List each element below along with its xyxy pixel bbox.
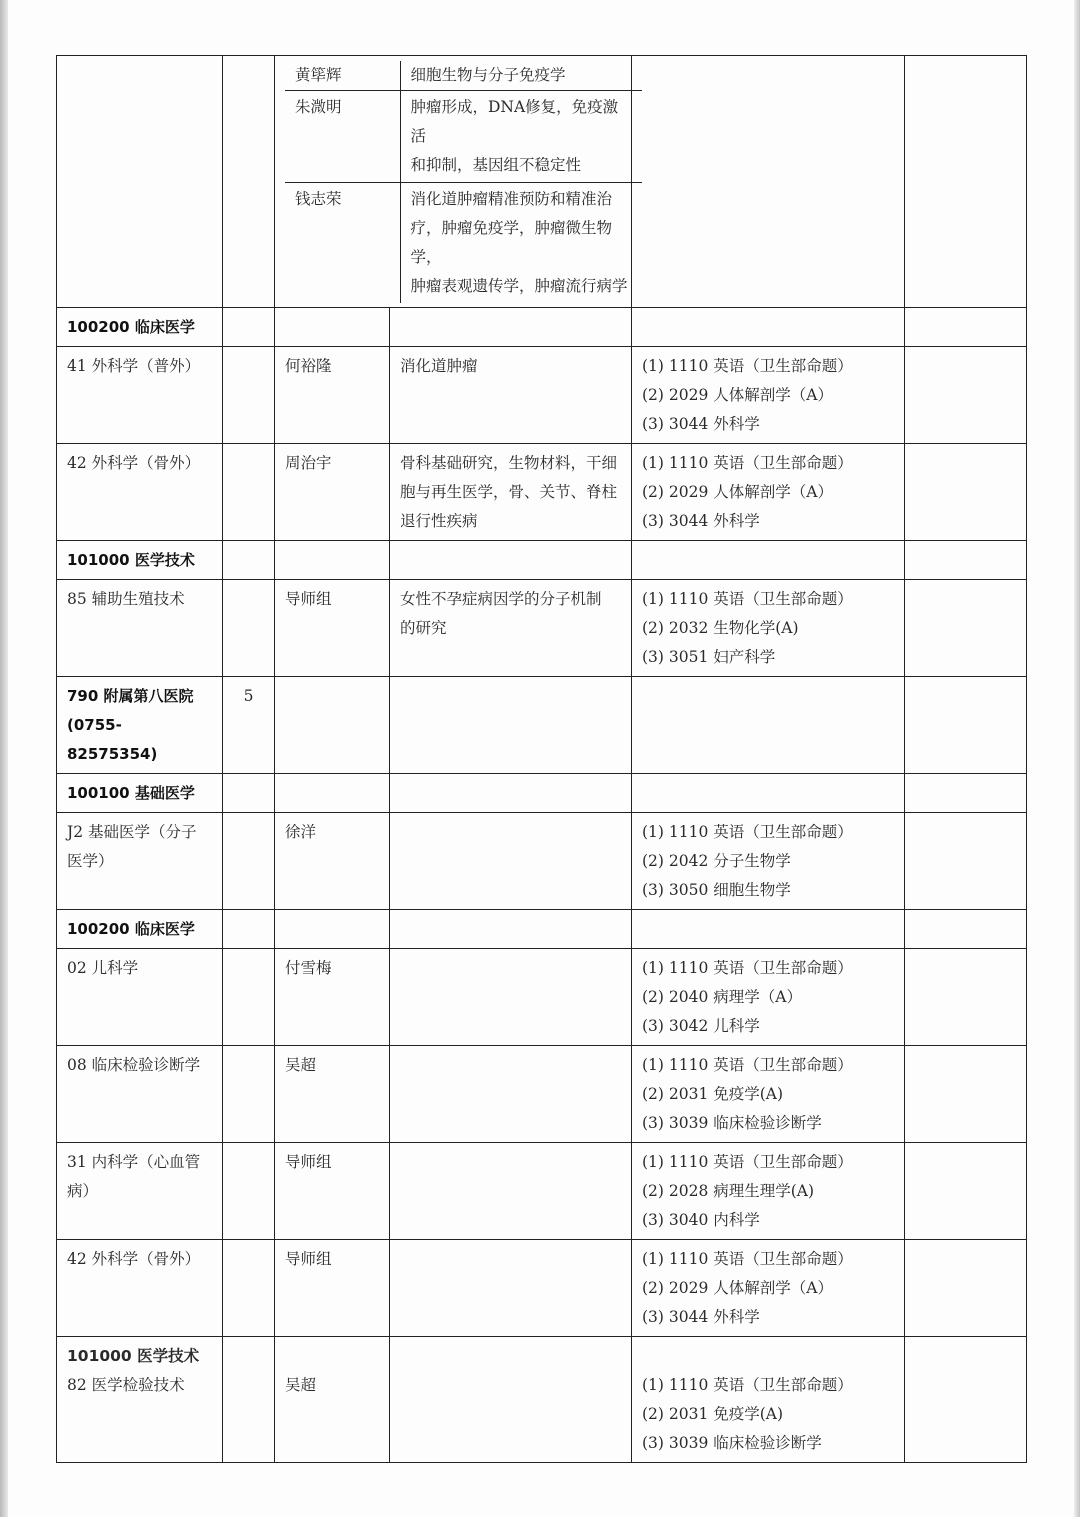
table-row xyxy=(57,444,1027,541)
research-direction: 肿瘤形成，DNA修复，免疫激活 和抑制，基因组不稳定性 xyxy=(400,91,642,183)
exam-subjects: (1) 1110 英语（卫生部命题） (2) 2032 生物化学(A) (3) 3051 妇产科学 xyxy=(632,580,905,677)
advisor-name: 黄筚辉 xyxy=(285,61,400,91)
advisor-name: 朱溦明 xyxy=(285,91,400,183)
exam-subjects: (1) 1110 英语（卫生部命题） (2) 2029 人体解剖学（A） (3) 3044 外科学 xyxy=(632,444,905,541)
research-direction: 消化道肿瘤精准预防和精准治 疗，肿瘤免疫学，肿瘤微生物学， 肿瘤表观遗传学，肿瘤流行病学 xyxy=(410,190,628,295)
hospital-row xyxy=(57,677,1027,774)
enrollment-quota: 5 xyxy=(223,677,275,774)
section-header-row xyxy=(57,308,1027,347)
section-header: 101000 医学技术 xyxy=(57,541,223,580)
table-row xyxy=(57,1046,1027,1143)
exam-subjects: (1) 1110 英语（卫生部命题） (2) 2040 病理学（A） (3) 3042 儿科学 xyxy=(632,949,905,1046)
table-row xyxy=(57,1240,1027,1337)
table-row xyxy=(57,813,1027,910)
advisor-name: 付雪梅 xyxy=(275,949,390,1046)
section-header: 100200 临床医学 xyxy=(57,308,223,347)
hospital-name: 790 附属第八医院 (0755-82575354) xyxy=(57,677,223,774)
research-direction: 消化道肿瘤 xyxy=(390,347,632,444)
page-right-edge xyxy=(1074,0,1080,1517)
research-direction: 女性不孕症病因学的分子机制 的研究 xyxy=(390,580,632,677)
major: 41 外科学（普外） xyxy=(57,347,223,444)
advisor-direction-group xyxy=(275,56,632,308)
section-header: 100100 基础医学 xyxy=(57,774,223,813)
major: J2 基础医学（分子 医学） xyxy=(57,813,223,910)
major: 08 临床检验诊断学 xyxy=(57,1046,223,1143)
table-row-continuation xyxy=(57,56,1027,308)
exam-subjects: (1) 1110 英语（卫生部命题） (2) 2031 免疫学(A) (3) 3039 临床检验诊断学 xyxy=(632,1046,905,1143)
page-left-edge xyxy=(0,0,8,1517)
advisor-name: 导师组 xyxy=(275,580,390,677)
table-row xyxy=(57,347,1027,444)
section-header: 100200 临床医学 xyxy=(57,910,223,949)
exam-subjects: (1) 1110 英语（卫生部命题） (2) 2028 病理生理学(A) (3) 3040 内科学 xyxy=(632,1143,905,1240)
advisor-name: 导师组 xyxy=(275,1240,390,1337)
major: 31 内科学（心血管 病） xyxy=(57,1143,223,1240)
advisor-name: 徐洋 xyxy=(275,813,390,910)
advisor-name: 导师组 xyxy=(275,1143,390,1240)
quota-cell-empty xyxy=(223,56,275,308)
advisor-name: 何裕隆 xyxy=(275,347,390,444)
table-row xyxy=(57,949,1027,1046)
exam-cell-empty xyxy=(632,56,905,308)
advisor-name: 吴超 xyxy=(275,1046,390,1143)
section-header-row xyxy=(57,774,1027,813)
advisor-name: 吴超 xyxy=(275,1337,390,1463)
table-row xyxy=(57,580,1027,677)
advisor-name: 钱志荣 xyxy=(285,183,400,304)
section-header-row xyxy=(57,541,1027,580)
exam-subjects: (1) 1110 英语（卫生部命题） (2) 2031 免疫学(A) (3) 3039 临床检验诊断学 xyxy=(632,1337,905,1463)
section-header: 101000 医学技术 xyxy=(67,1347,200,1365)
exam-subjects: (1) 1110 英语（卫生部命题） (2) 2029 人体解剖学（A） (3) 3044 外科学 xyxy=(632,1240,905,1337)
major: 42 外科学（骨外） xyxy=(57,1240,223,1337)
major: 101000 医学技术 82 医学检验技术 xyxy=(57,1337,223,1463)
exam-subjects: (1) 1110 英语（卫生部命题） (2) 2029 人体解剖学（A） (3) 3044 外科学 xyxy=(632,347,905,444)
exam-subjects: (1) 1110 英语（卫生部命题） (2) 2042 分子生物学 (3) 3050 细胞生物学 xyxy=(632,813,905,910)
section-header-row xyxy=(57,910,1027,949)
remark-cell-empty xyxy=(905,56,1027,308)
advisor-name: 周治宇 xyxy=(275,444,390,541)
major-cell-empty xyxy=(57,56,223,308)
major: 02 儿科学 xyxy=(57,949,223,1046)
research-direction: 细胞生物与分子免疫学 xyxy=(400,61,642,91)
research-direction: 骨科基础研究，生物材料，干细 胞与再生医学，骨、关节、脊柱 退行性疾病 xyxy=(390,444,632,541)
major: 42 外科学（骨外） xyxy=(57,444,223,541)
table-row xyxy=(57,1337,1027,1463)
admissions-table xyxy=(56,55,1027,1463)
major: 85 辅助生殖技术 xyxy=(57,580,223,677)
table-row xyxy=(57,1143,1027,1240)
